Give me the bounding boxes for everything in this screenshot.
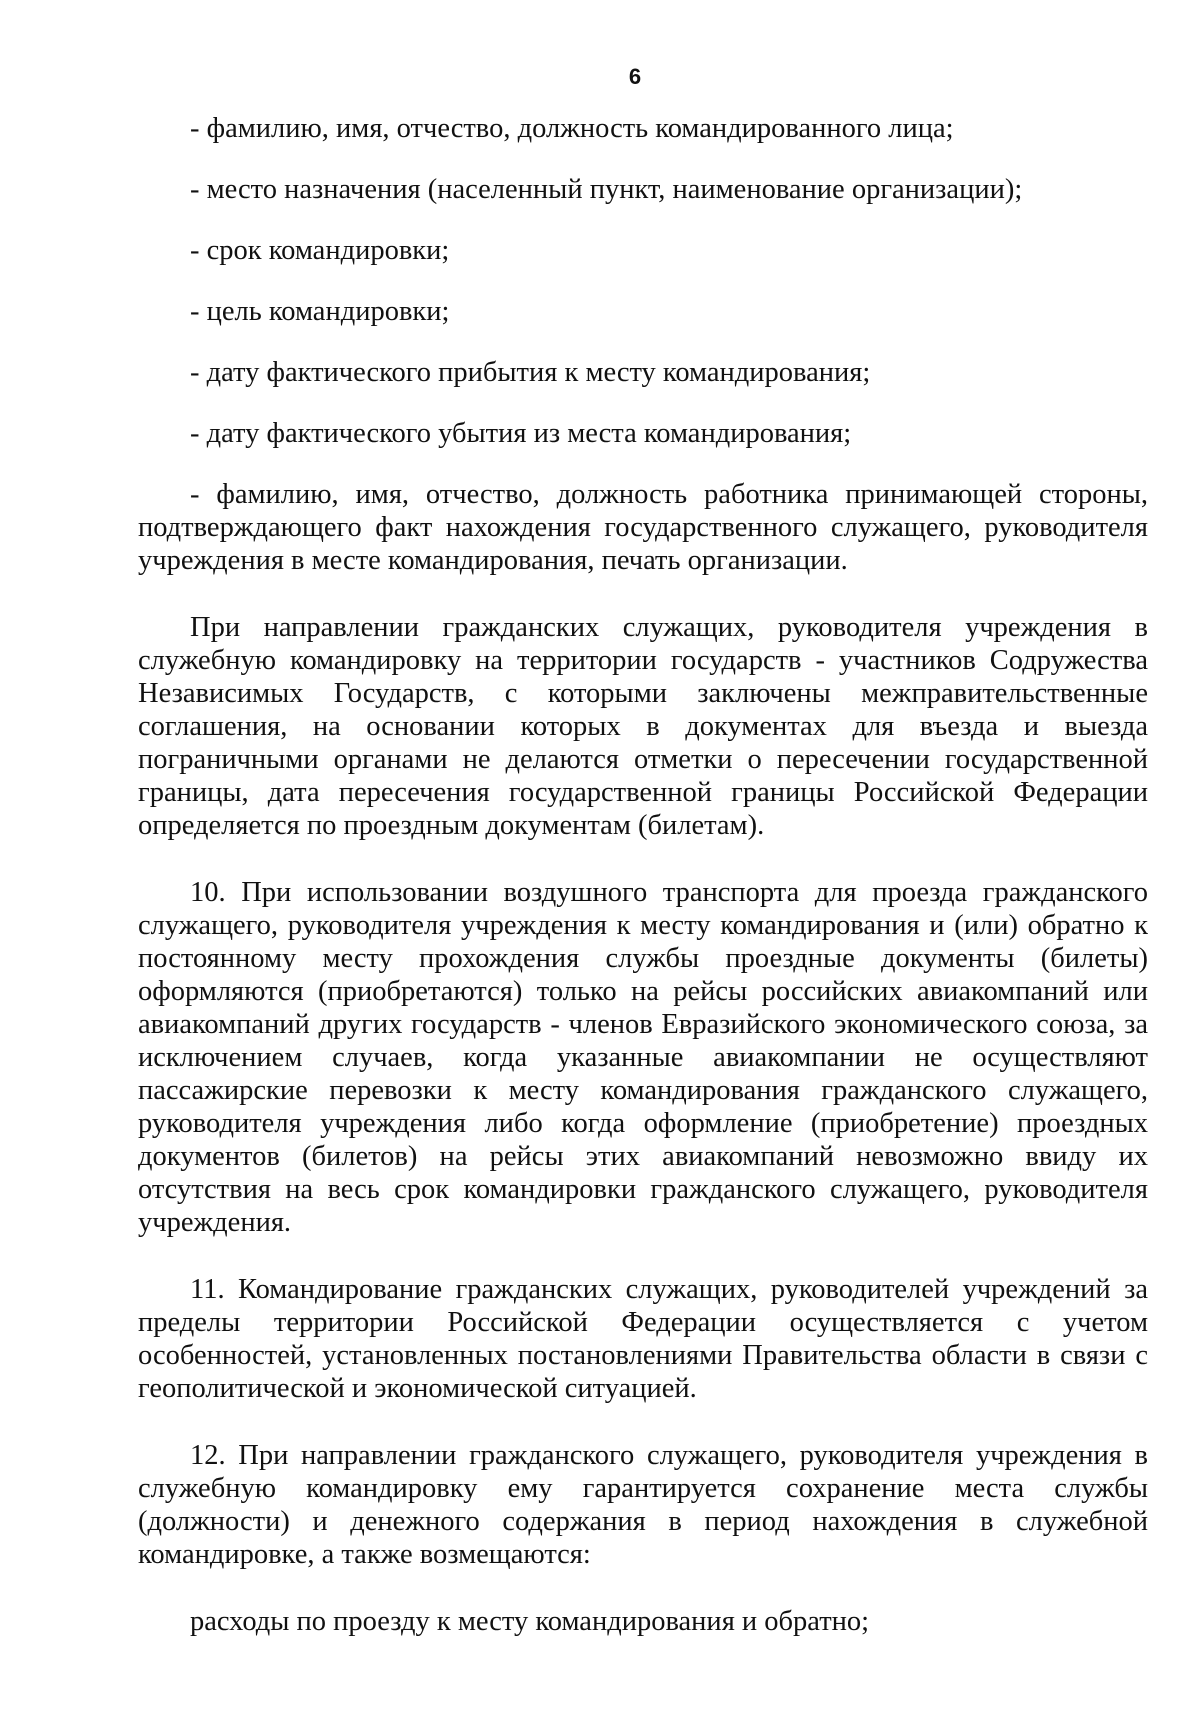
paragraph-11: 11. Командирование гражданских служащих, руководителей учреждений за пределы территории Российской Федерации осуществляется с учетом особенностей, установленных постановлениями Правительства области в связи с геополитической и экономической ситуацией. [138, 1274, 1148, 1404]
list-item: - место назначения (населенный пункт, наименование организации); [190, 174, 1023, 205]
list-item: - дату фактического убытия из места командирования; [190, 418, 852, 449]
paragraph-12: 12. При направлении гражданского служащего, руководителя учреждения в служебную командировку ему гарантируется сохранение места службы (должности) и денежного содержания в период нахождения в служебной командировке, а также возмещаются: [138, 1440, 1148, 1570]
paragraph-signatory: - фамилию, имя, отчество, должность работника принимающей стороны, подтверждающего факт нахождения государственного служащего, руководителя учреждения в месте командирования, печать организации. [138, 479, 1148, 576]
list-item: - цель командировки; [190, 296, 450, 327]
spacer [138, 577, 1148, 611]
list-item: - дату фактического прибытия к месту командирования; [190, 357, 871, 388]
spacer [138, 1571, 1148, 1605]
page-number: 6 [628, 64, 642, 89]
document-body [138, 112, 1148, 1638]
list-item: - срок командировки; [190, 235, 450, 266]
spacer [138, 1239, 1148, 1273]
spacer [138, 1405, 1148, 1439]
paragraph-10: 10. При использовании воздушного транспорта для проезда гражданского служащего, руководителя учреждения к месту командирования и (или) обратно к постоянному месту прохождения службы проездные документы (билеты) оформляются (приобретаются) только на рейсы российских авиакомпаний или авиакомпаний других государств - членов Евразийского экономического союза, за исключением случаев, когда указанные авиакомпании не осуществляют пассажирские перевозки к месту командирования гражданского служащего, руководителя учреждения либо когда оформление (приобретение) проездных документов (билетов) на рейсы этих авиакомпаний невозможно ввиду их отсутствия на весь срок командировки гражданского служащего, руководителя учреждения. [138, 877, 1148, 1238]
spacer [138, 842, 1148, 876]
expense-item: расходы по проезду к месту командирования и обратно; [190, 1606, 870, 1637]
list-item: - фамилию, имя, отчество, должность командированного лица; [190, 113, 954, 144]
paragraph-cis-border: При направлении гражданских служащих, руководителя учреждения в служебную командировку на территории государств - участников Содружества Независимых Государств, с которыми заключены межправительственные соглашения, на основании которых в документах для въезда и выезда пограничными органами не делаются отметки о пересечении государственной границы, дата пересечения государственной границы Российской Федерации определяется по проездным документам (билетам). [138, 612, 1148, 841]
